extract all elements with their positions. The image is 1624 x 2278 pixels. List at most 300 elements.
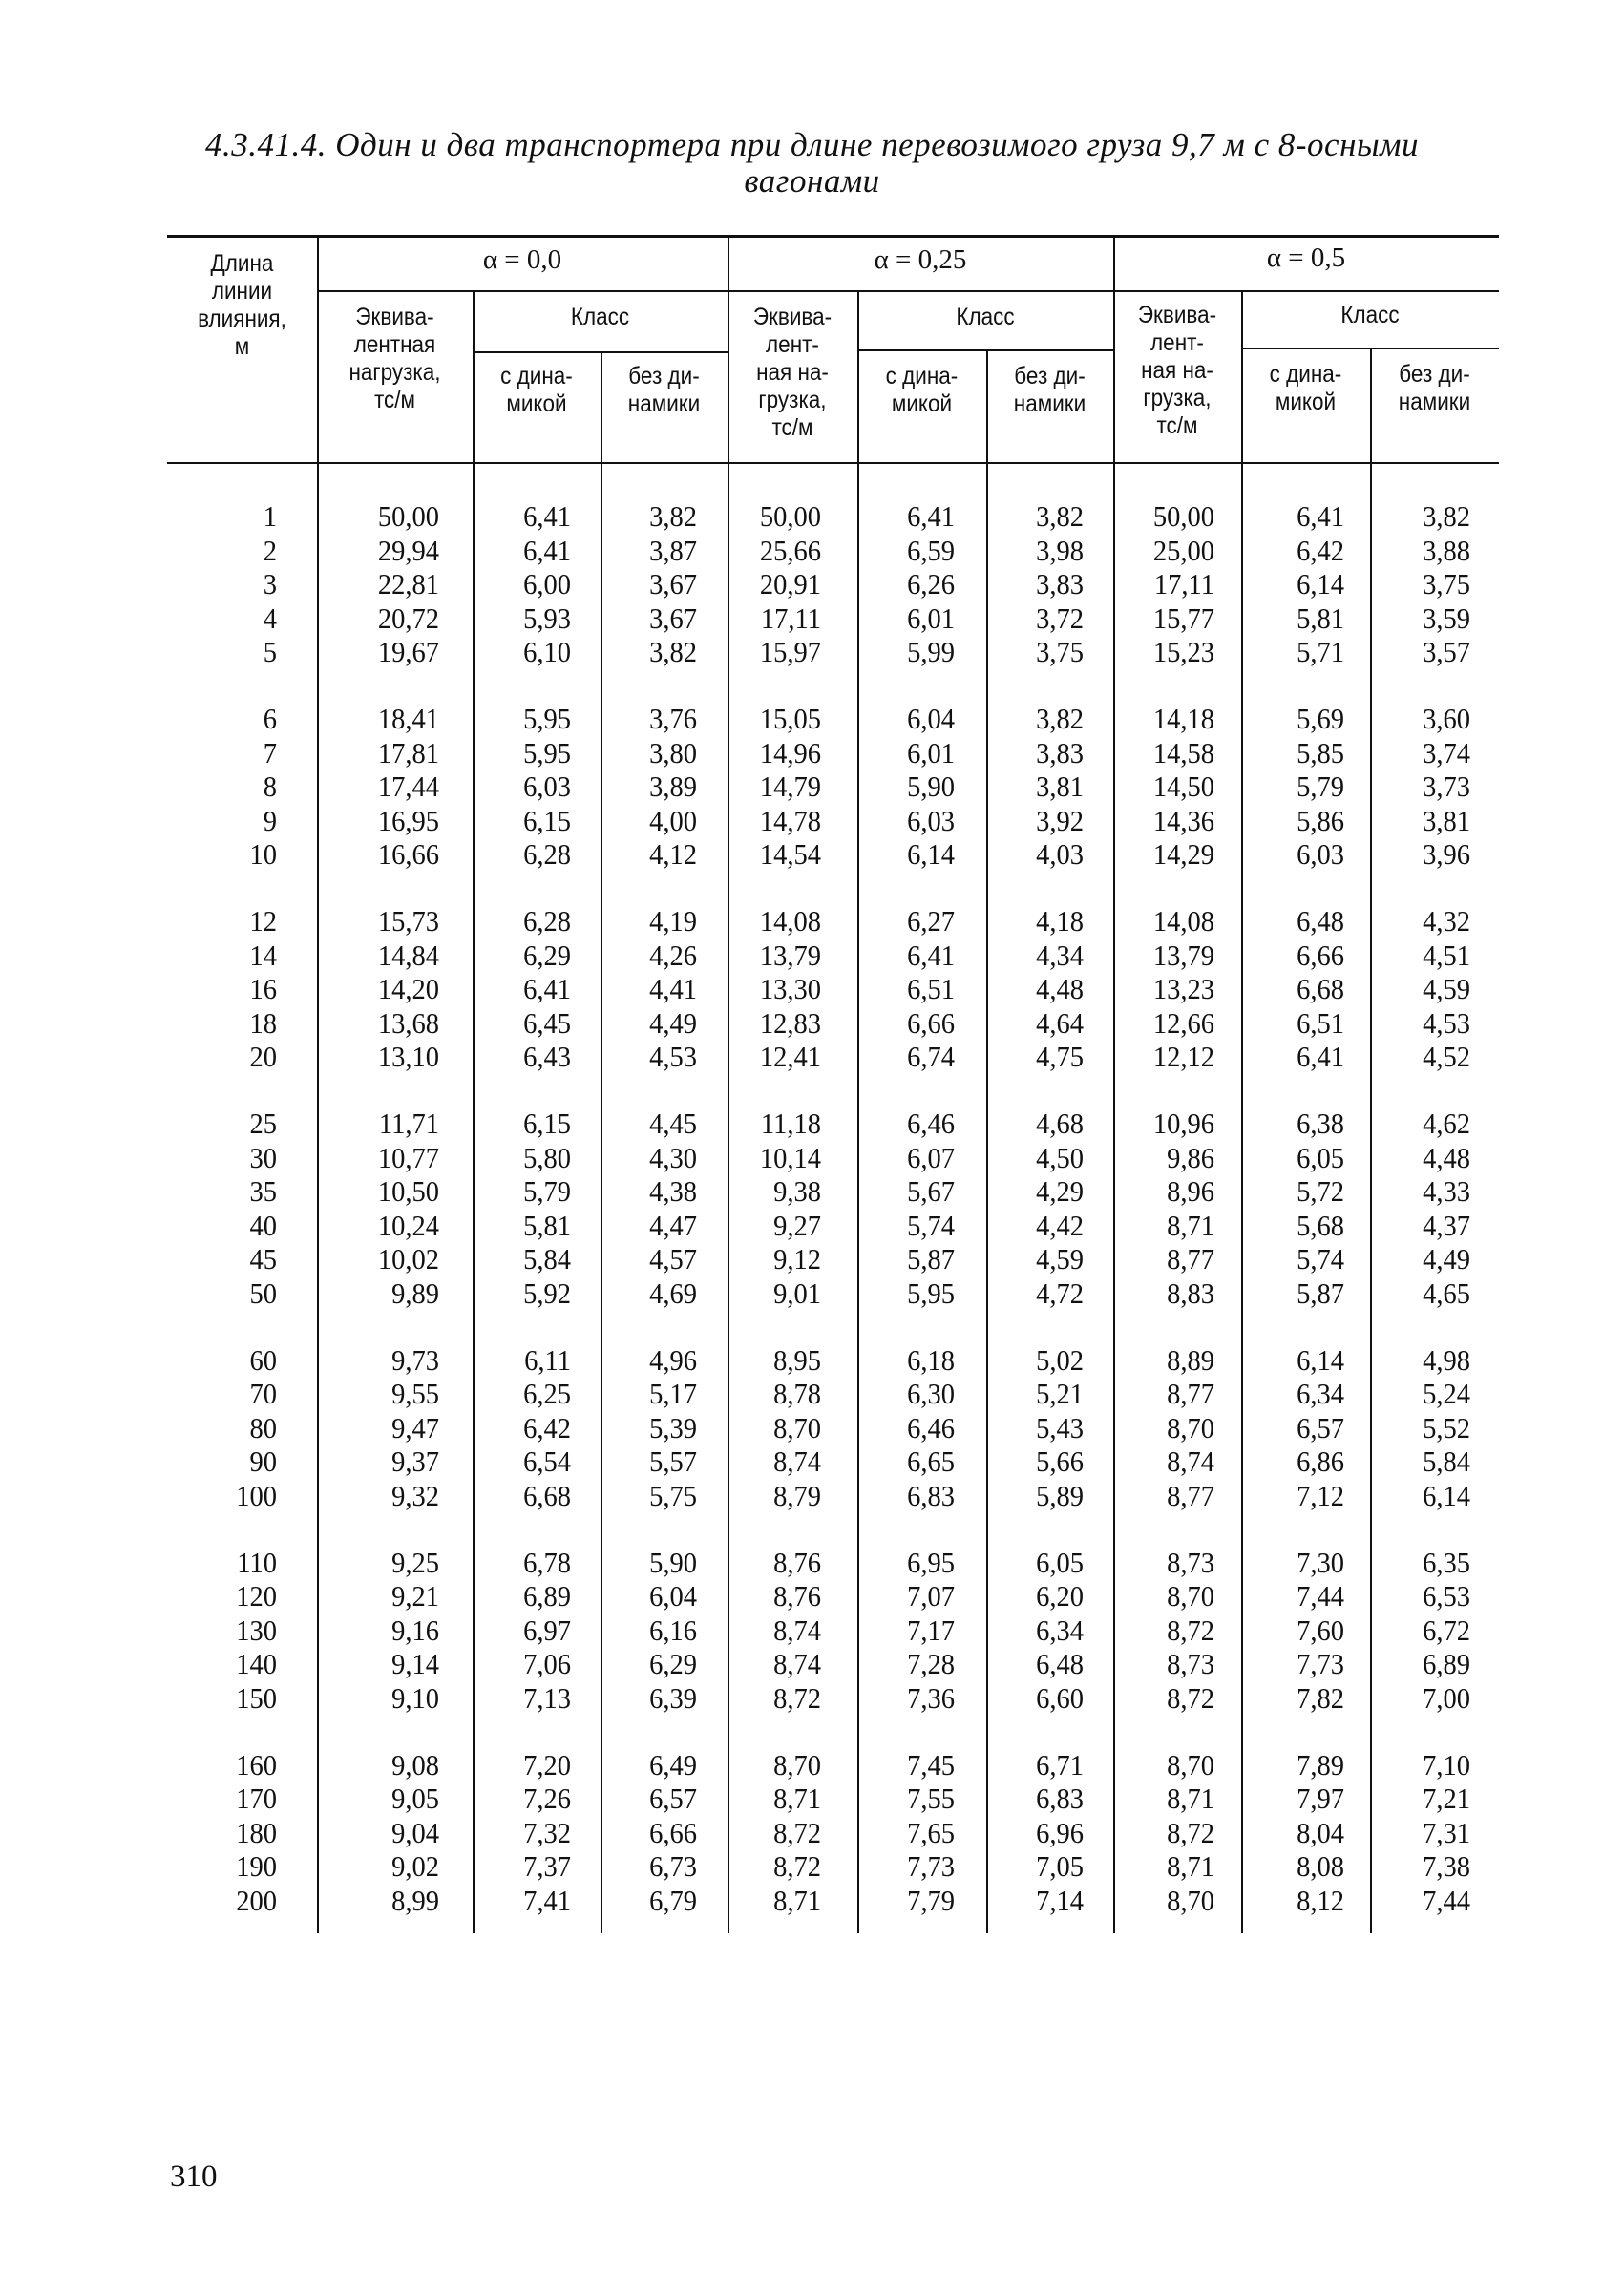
cell-dyn-a025: 6,01: [907, 601, 955, 635]
cell-length: 12: [249, 904, 277, 938]
cell-equiv-a025: 11,18: [760, 1107, 821, 1140]
cell-length: 170: [236, 1782, 277, 1816]
cell-equiv-a0: 9,21: [391, 1579, 439, 1614]
cell-equiv-a0: 10,77: [377, 1140, 439, 1174]
header-without-dynamics: без ди- намики: [1398, 361, 1471, 415]
cell-nodyn-a05: 6,72: [1423, 1613, 1470, 1647]
cell-dyn-a025: 7,73: [907, 1849, 955, 1884]
cell-dyn-a0: 6,15: [523, 1107, 571, 1140]
cell-dyn-a025: 6,01: [907, 735, 955, 770]
cell-equiv-a025: 8,78: [773, 1377, 821, 1411]
cell-equiv-a05: 15,23: [1152, 635, 1214, 669]
table-title: 4.3.41.4. Один и два транспортера при длине перевозимого груза 9,7 м с 8-осными: [204, 126, 1419, 163]
header-without-dynamics: без ди- намики: [1013, 363, 1086, 417]
cell-nodyn-a0: 6,49: [649, 1747, 697, 1782]
cell-equiv-a05: 8,72: [1167, 1815, 1214, 1849]
cell-dyn-a025: 7,55: [907, 1782, 955, 1816]
cell-nodyn-a0: 6,29: [649, 1647, 697, 1681]
header-equiv-load: Эквива- лент- ная на- грузка, тс/м: [1137, 302, 1217, 439]
cell-dyn-a0: 6,28: [523, 837, 571, 872]
cell-equiv-a0: 9,73: [391, 1342, 439, 1377]
cell-dyn-a05: 6,68: [1297, 972, 1344, 1006]
cell-equiv-a05: 8,70: [1167, 1579, 1214, 1614]
cell-equiv-a05: 50,00: [1152, 499, 1214, 533]
cell-nodyn-a025: 6,96: [1036, 1815, 1084, 1849]
cell-dyn-a025: 6,27: [907, 904, 955, 938]
cell-dyn-a025: 6,51: [907, 972, 955, 1006]
cell-equiv-a0: 10,24: [377, 1208, 439, 1242]
cell-nodyn-a05: 7,31: [1423, 1815, 1470, 1849]
cell-nodyn-a0: 5,39: [649, 1410, 697, 1445]
cell-nodyn-a0: 3,76: [649, 702, 697, 735]
cell-dyn-a025: 6,83: [907, 1479, 955, 1512]
cell-length: 200: [236, 1884, 277, 1917]
cell-nodyn-a05: 4,51: [1423, 938, 1470, 972]
header-alpha-025: α = 0,25: [874, 244, 967, 275]
cell-nodyn-a0: 3,87: [649, 533, 697, 567]
cell-dyn-a0: 7,41: [523, 1884, 571, 1917]
page-number: 310: [170, 2160, 218, 2194]
cell-length: 16: [249, 972, 277, 1006]
cell-nodyn-a0: 4,12: [649, 837, 697, 872]
cell-equiv-a0: 22,81: [377, 567, 439, 601]
cell-dyn-a025: 6,30: [907, 1377, 955, 1411]
cell-nodyn-a05: 3,96: [1423, 837, 1470, 872]
cell-equiv-a025: 9,12: [773, 1242, 821, 1276]
cell-nodyn-a025: 3,98: [1036, 533, 1084, 567]
cell-dyn-a0: 6,41: [523, 533, 571, 567]
cell-dyn-a025: 6,26: [907, 567, 955, 601]
cell-nodyn-a05: 6,53: [1423, 1579, 1470, 1614]
cell-nodyn-a025: 4,34: [1036, 938, 1084, 972]
cell-equiv-a025: 12,41: [759, 1040, 821, 1074]
cell-dyn-a0: 6,10: [523, 635, 571, 669]
cell-nodyn-a0: 6,57: [649, 1782, 697, 1816]
cell-nodyn-a05: 4,37: [1423, 1208, 1470, 1242]
cell-dyn-a05: 5,71: [1297, 635, 1344, 669]
cell-equiv-a025: 9,27: [773, 1208, 821, 1242]
cell-nodyn-a05: 4,33: [1423, 1174, 1470, 1209]
cell-equiv-a0: 16,95: [377, 803, 439, 837]
cell-dyn-a05: 6,48: [1297, 904, 1344, 938]
cell-dyn-a025: 6,03: [907, 803, 955, 837]
cell-equiv-a025: 14,78: [759, 803, 821, 837]
cell-dyn-a0: 6,28: [523, 904, 571, 938]
cell-dyn-a05: 7,89: [1297, 1747, 1344, 1782]
cell-dyn-a025: 5,95: [907, 1276, 955, 1310]
cell-dyn-a05: 6,38: [1297, 1107, 1344, 1140]
cell-dyn-a05: 5,79: [1297, 770, 1344, 804]
cell-nodyn-a0: 6,39: [649, 1681, 697, 1715]
cell-dyn-a05: 7,44: [1297, 1579, 1344, 1614]
cell-length: 180: [236, 1815, 277, 1849]
cell-length: 6: [263, 702, 277, 735]
cell-nodyn-a025: 4,42: [1036, 1208, 1084, 1242]
cell-dyn-a05: 8,04: [1297, 1815, 1344, 1849]
cell-nodyn-a025: 6,83: [1036, 1782, 1084, 1816]
cell-length: 25: [249, 1107, 277, 1140]
cell-dyn-a0: 6,11: [524, 1342, 571, 1377]
cell-nodyn-a0: 6,66: [649, 1815, 697, 1849]
cell-length: 100: [236, 1479, 277, 1512]
cell-nodyn-a025: 6,60: [1036, 1681, 1084, 1715]
cell-equiv-a025: 8,72: [773, 1681, 821, 1715]
cell-nodyn-a0: 4,19: [649, 904, 697, 938]
cell-dyn-a05: 8,08: [1297, 1849, 1344, 1884]
cell-dyn-a025: 5,87: [907, 1242, 955, 1276]
cell-length: 120: [236, 1579, 277, 1614]
cell-equiv-a05: 12,12: [1152, 1040, 1214, 1074]
cell-dyn-a05: 6,42: [1297, 533, 1344, 567]
cell-equiv-a05: 14,36: [1152, 803, 1214, 837]
cell-length: 45: [249, 1242, 277, 1276]
cell-equiv-a05: 8,72: [1167, 1613, 1214, 1647]
cell-nodyn-a025: 3,83: [1036, 735, 1084, 770]
cell-equiv-a0: 9,10: [391, 1681, 439, 1715]
cell-dyn-a025: 7,36: [907, 1681, 955, 1715]
cell-dyn-a0: 5,84: [523, 1242, 571, 1276]
cell-length: 14: [249, 938, 277, 972]
cell-nodyn-a025: 5,43: [1036, 1410, 1084, 1445]
cell-dyn-a025: 7,45: [907, 1747, 955, 1782]
cell-equiv-a0: 19,67: [377, 635, 439, 669]
cell-equiv-a025: 25,66: [759, 533, 821, 567]
cell-nodyn-a0: 4,26: [649, 938, 697, 972]
cell-equiv-a025: 8,74: [773, 1647, 821, 1681]
cell-dyn-a05: 6,86: [1297, 1445, 1344, 1479]
cell-nodyn-a025: 4,50: [1036, 1140, 1084, 1174]
cell-dyn-a025: 5,99: [907, 635, 955, 669]
cell-equiv-a025: 9,38: [773, 1174, 821, 1209]
cell-equiv-a0: 20,72: [377, 601, 439, 635]
cell-equiv-a0: 9,14: [391, 1647, 439, 1681]
cell-equiv-a0: 9,32: [391, 1479, 439, 1512]
cell-equiv-a0: 16,66: [377, 837, 439, 872]
cell-nodyn-a025: 3,92: [1036, 803, 1084, 837]
cell-nodyn-a05: 4,59: [1423, 972, 1470, 1006]
header-equiv-load: Эквива- лент- ная на- грузка, тс/м: [752, 304, 833, 441]
cell-dyn-a025: 6,59: [907, 533, 955, 567]
cell-dyn-a025: 5,90: [907, 770, 955, 804]
cell-length: 60: [249, 1342, 277, 1377]
cell-dyn-a0: 6,78: [523, 1545, 571, 1579]
cell-dyn-a025: 6,04: [907, 702, 955, 735]
cell-dyn-a0: 7,13: [523, 1681, 571, 1715]
cell-equiv-a05: 8,71: [1167, 1208, 1214, 1242]
cell-dyn-a0: 5,81: [523, 1208, 571, 1242]
cell-nodyn-a025: 4,68: [1036, 1107, 1084, 1140]
cell-equiv-a025: 14,54: [759, 837, 821, 872]
cell-equiv-a05: 8,70: [1167, 1410, 1214, 1445]
cell-nodyn-a0: 4,41: [649, 972, 697, 1006]
cell-equiv-a0: 11,71: [378, 1107, 439, 1140]
header-without-dynamics: без ди- намики: [627, 363, 701, 417]
cell-dyn-a025: 6,65: [907, 1445, 955, 1479]
cell-nodyn-a05: 3,88: [1423, 533, 1470, 567]
cell-equiv-a025: 15,97: [759, 635, 821, 669]
cell-dyn-a025: 7,65: [907, 1815, 955, 1849]
cell-equiv-a0: 14,84: [377, 938, 439, 972]
cell-equiv-a025: 15,05: [759, 702, 821, 735]
header-with-dynamics: с дина- микой: [500, 363, 573, 417]
cell-dyn-a0: 6,54: [523, 1445, 571, 1479]
cell-length: 160: [236, 1747, 277, 1782]
cell-nodyn-a05: 4,62: [1423, 1107, 1470, 1140]
header-alpha-05: α = 0,5: [1266, 243, 1346, 273]
cell-nodyn-a05: 6,89: [1423, 1647, 1470, 1681]
cell-dyn-a025: 7,28: [907, 1647, 955, 1681]
cell-dyn-a025: 5,67: [907, 1174, 955, 1209]
cell-length: 90: [249, 1445, 277, 1479]
cell-equiv-a05: 8,77: [1167, 1242, 1214, 1276]
cell-dyn-a05: 6,34: [1297, 1377, 1344, 1411]
header-with-dynamics: с дина- микой: [1269, 361, 1342, 415]
cell-nodyn-a05: 4,49: [1423, 1242, 1470, 1276]
cell-equiv-a025: 14,96: [759, 735, 821, 770]
cell-nodyn-a0: 4,30: [649, 1140, 697, 1174]
cell-dyn-a05: 6,03: [1297, 837, 1344, 872]
class-rule-2: [857, 349, 1113, 351]
cell-equiv-a05: 13,79: [1152, 938, 1214, 972]
cell-equiv-a05: 8,73: [1167, 1647, 1214, 1681]
cell-nodyn-a0: 3,67: [649, 567, 697, 601]
cell-equiv-a0: 14,20: [377, 972, 439, 1006]
cell-nodyn-a025: 3,72: [1036, 601, 1084, 635]
cell-equiv-a05: 8,89: [1167, 1342, 1214, 1377]
cell-dyn-a05: 5,85: [1297, 735, 1344, 770]
cell-dyn-a025: 6,46: [907, 1410, 955, 1445]
cell-equiv-a05: 17,11: [1153, 567, 1214, 601]
cell-nodyn-a025: 4,03: [1036, 837, 1084, 872]
cell-dyn-a05: 5,87: [1297, 1276, 1344, 1310]
cell-nodyn-a0: 4,57: [649, 1242, 697, 1276]
cell-dyn-a025: 7,17: [907, 1613, 955, 1647]
cell-dyn-a025: 7,07: [907, 1579, 955, 1614]
cell-dyn-a025: 6,41: [907, 499, 955, 533]
cell-dyn-a05: 8,12: [1297, 1884, 1344, 1917]
cell-nodyn-a025: 6,05: [1036, 1545, 1084, 1579]
cell-equiv-a0: 9,08: [391, 1747, 439, 1782]
cell-nodyn-a025: 3,81: [1036, 770, 1084, 804]
cell-equiv-a05: 8,70: [1167, 1747, 1214, 1782]
cell-dyn-a0: 7,20: [523, 1747, 571, 1782]
cell-equiv-a05: 8,74: [1167, 1445, 1214, 1479]
cell-length: 7: [263, 735, 277, 770]
cell-equiv-a025: 8,72: [773, 1815, 821, 1849]
cell-length: 50: [249, 1276, 277, 1310]
cell-equiv-a0: 9,47: [391, 1410, 439, 1445]
cell-equiv-a05: 12,66: [1152, 1005, 1214, 1040]
cell-equiv-a025: 10,14: [759, 1140, 821, 1174]
cell-length: 4: [263, 601, 277, 635]
cell-equiv-a025: 8,74: [773, 1445, 821, 1479]
cell-equiv-a0: 10,02: [377, 1242, 439, 1276]
cell-nodyn-a025: 3,75: [1036, 635, 1084, 669]
header-class: Класс: [1340, 302, 1400, 328]
cell-equiv-a0: 9,16: [391, 1613, 439, 1647]
cell-equiv-a025: 13,79: [759, 938, 821, 972]
cell-length: 2: [263, 533, 277, 567]
cell-equiv-a025: 8,76: [773, 1545, 821, 1579]
cell-nodyn-a025: 4,29: [1036, 1174, 1084, 1209]
cell-length: 10: [249, 837, 277, 872]
alpha-header-rule: [317, 290, 1499, 292]
cell-nodyn-a025: 7,05: [1036, 1849, 1084, 1884]
cell-dyn-a025: 6,95: [907, 1545, 955, 1579]
header-equiv-load: Эквива- лентная нагрузка, тс/м: [348, 304, 441, 413]
cell-nodyn-a0: 4,47: [649, 1208, 697, 1242]
cell-nodyn-a0: 6,73: [649, 1849, 697, 1884]
cell-dyn-a0: 6,15: [523, 803, 571, 837]
cell-dyn-a05: 6,51: [1297, 1005, 1344, 1040]
cell-dyn-a05: 7,30: [1297, 1545, 1344, 1579]
cell-dyn-a025: 6,74: [907, 1040, 955, 1074]
cell-dyn-a0: 6,00: [523, 567, 571, 601]
cell-dyn-a0: 6,68: [523, 1479, 571, 1512]
header-with-dynamics: с дина- микой: [885, 363, 959, 417]
cell-nodyn-a025: 4,75: [1036, 1040, 1084, 1074]
cell-dyn-a0: 5,92: [523, 1276, 571, 1310]
cell-nodyn-a0: 4,69: [649, 1276, 697, 1310]
cell-nodyn-a025: 4,48: [1036, 972, 1084, 1006]
cell-equiv-a025: 8,71: [773, 1782, 821, 1816]
header-length: Длина линии влияния, м: [198, 250, 286, 360]
cell-dyn-a025: 6,41: [907, 938, 955, 972]
cell-equiv-a05: 8,77: [1167, 1377, 1214, 1411]
cell-nodyn-a025: 4,18: [1036, 904, 1084, 938]
cell-equiv-a05: 14,08: [1152, 904, 1214, 938]
cell-equiv-a0: 50,00: [377, 499, 439, 533]
cell-nodyn-a05: 7,10: [1423, 1747, 1470, 1782]
cell-nodyn-a05: 3,57: [1423, 635, 1470, 669]
cell-dyn-a0: 6,42: [523, 1410, 571, 1445]
cell-dyn-a05: 5,69: [1297, 702, 1344, 735]
cell-nodyn-a025: 5,66: [1036, 1445, 1084, 1479]
cell-dyn-a05: 5,74: [1297, 1242, 1344, 1276]
cell-dyn-a025: 5,74: [907, 1208, 955, 1242]
cell-nodyn-a0: 5,57: [649, 1445, 697, 1479]
cell-dyn-a0: 5,95: [523, 702, 571, 735]
cell-nodyn-a0: 5,90: [649, 1545, 697, 1579]
cell-nodyn-a0: 4,53: [649, 1040, 697, 1074]
cell-nodyn-a0: 5,17: [649, 1377, 697, 1411]
cell-dyn-a0: 7,32: [523, 1815, 571, 1849]
cell-nodyn-a025: 6,48: [1036, 1647, 1084, 1681]
cell-dyn-a025: 6,66: [907, 1005, 955, 1040]
cell-nodyn-a05: 4,32: [1423, 904, 1470, 938]
cell-equiv-a025: 20,91: [759, 567, 821, 601]
cell-equiv-a05: 8,71: [1167, 1849, 1214, 1884]
cell-nodyn-a025: 3,82: [1036, 499, 1084, 533]
cell-equiv-a0: 17,44: [377, 770, 439, 804]
cell-nodyn-a05: 4,52: [1423, 1040, 1470, 1074]
cell-dyn-a05: 6,05: [1297, 1140, 1344, 1174]
cell-nodyn-a0: 4,45: [649, 1107, 697, 1140]
cell-dyn-a05: 6,57: [1297, 1410, 1344, 1445]
cell-nodyn-a05: 4,53: [1423, 1005, 1470, 1040]
cell-equiv-a0: 9,55: [391, 1377, 439, 1411]
table-top-rule: [167, 235, 1499, 238]
cell-equiv-a025: 50,00: [759, 499, 821, 533]
cell-nodyn-a0: 4,38: [649, 1174, 697, 1209]
cell-dyn-a0: 6,43: [523, 1040, 571, 1074]
cell-length: 20: [249, 1040, 277, 1074]
cell-nodyn-a025: 3,82: [1036, 702, 1084, 735]
cell-nodyn-a0: 3,89: [649, 770, 697, 804]
cell-equiv-a025: 8,79: [773, 1479, 821, 1512]
cell-dyn-a025: 7,79: [907, 1884, 955, 1917]
header-alpha-0: α = 0,0: [482, 244, 562, 275]
cell-nodyn-a025: 4,59: [1036, 1242, 1084, 1276]
cell-dyn-a05: 6,41: [1297, 1040, 1344, 1074]
cell-dyn-a0: 6,45: [523, 1005, 571, 1040]
cell-equiv-a0: 29,94: [377, 533, 439, 567]
cell-nodyn-a05: 7,38: [1423, 1849, 1470, 1884]
cell-length: 190: [236, 1849, 277, 1884]
cell-equiv-a05: 8,70: [1167, 1884, 1214, 1917]
cell-nodyn-a025: 3,83: [1036, 567, 1084, 601]
cell-equiv-a025: 8,74: [773, 1613, 821, 1647]
cell-dyn-a05: 6,14: [1297, 1342, 1344, 1377]
cell-nodyn-a05: 3,73: [1423, 770, 1470, 804]
cell-length: 70: [249, 1377, 277, 1411]
cell-nodyn-a0: 6,04: [649, 1579, 697, 1614]
cell-nodyn-a0: 6,79: [649, 1884, 697, 1917]
cell-nodyn-a05: 4,48: [1423, 1140, 1470, 1174]
cell-nodyn-a0: 4,96: [649, 1342, 697, 1377]
cell-nodyn-a05: 3,60: [1423, 702, 1470, 735]
cell-nodyn-a05: 5,52: [1423, 1410, 1470, 1445]
cell-equiv-a0: 10,50: [377, 1174, 439, 1209]
cell-length: 3: [263, 567, 277, 601]
cell-length: 9: [263, 803, 277, 837]
cell-equiv-a0: 13,10: [377, 1040, 439, 1074]
cell-nodyn-a0: 3,67: [649, 601, 697, 635]
cell-equiv-a05: 14,58: [1152, 735, 1214, 770]
cell-nodyn-a025: 4,64: [1036, 1005, 1084, 1040]
cell-equiv-a025: 8,72: [773, 1849, 821, 1884]
cell-nodyn-a025: 5,02: [1036, 1342, 1084, 1377]
cell-length: 30: [249, 1140, 277, 1174]
cell-dyn-a05: 5,81: [1297, 601, 1344, 635]
cell-dyn-a025: 6,46: [907, 1107, 955, 1140]
cell-equiv-a05: 8,73: [1167, 1545, 1214, 1579]
cell-equiv-a05: 14,29: [1152, 837, 1214, 872]
cell-equiv-a0: 9,05: [391, 1782, 439, 1816]
cell-equiv-a05: 13,23: [1152, 972, 1214, 1006]
cell-equiv-a0: 9,25: [391, 1545, 439, 1579]
cell-equiv-a025: 8,70: [773, 1410, 821, 1445]
cell-nodyn-a05: 3,59: [1423, 601, 1470, 635]
cell-length: 8: [263, 770, 277, 804]
cell-equiv-a025: 8,71: [773, 1884, 821, 1917]
cell-equiv-a025: 17,11: [760, 601, 821, 635]
cell-equiv-a0: 15,73: [377, 904, 439, 938]
cell-nodyn-a05: 6,35: [1423, 1545, 1470, 1579]
cell-nodyn-a0: 3,80: [649, 735, 697, 770]
cell-nodyn-a025: 4,72: [1036, 1276, 1084, 1310]
cell-nodyn-a025: 6,34: [1036, 1613, 1084, 1647]
cell-nodyn-a05: 4,98: [1423, 1342, 1470, 1377]
cell-nodyn-a05: 4,65: [1423, 1276, 1470, 1310]
cell-equiv-a025: 9,01: [773, 1276, 821, 1310]
header-class: Класс: [570, 304, 630, 330]
cell-nodyn-a0: 4,00: [649, 803, 697, 837]
cell-nodyn-a05: 6,14: [1423, 1479, 1470, 1512]
cell-nodyn-a0: 3,82: [649, 499, 697, 533]
cell-equiv-a05: 25,00: [1152, 533, 1214, 567]
cell-nodyn-a0: 5,75: [649, 1479, 697, 1512]
